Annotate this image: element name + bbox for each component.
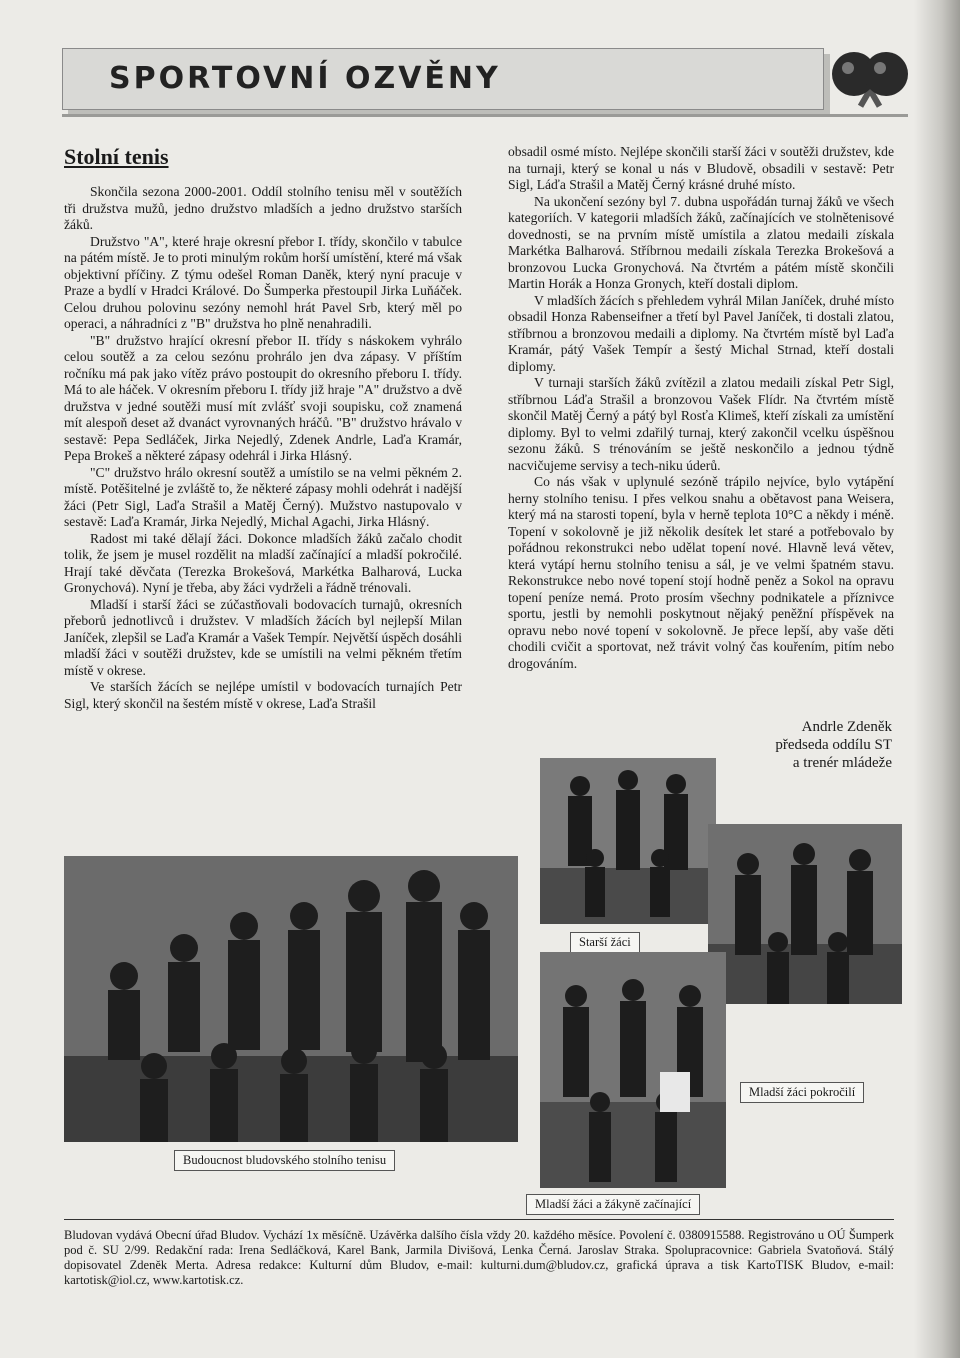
paragraph: Skončila sezona 2000-2001. Oddíl stolního tenisu měl v soutěžích tři družstva mužů, jedno družstvo mladších a jedno družstvo starších žáků. — [64, 184, 462, 232]
paragraph: "B" družstvo hrající okresní přebor II. třídy s náskokem vyhrálo celou soutěž a za celou sezónu prohrálo jen dva zápasy. V příštím ročníku má pak jako vítěz právo postoupit do okresního přeboru I. třídy. Má to ale háček. V okresním přeboru I. třídy již hraje "A" družstvo a dvě družstva v jedné soutěži musí mít zvlášť svoji soupisku, což znamená mít alespoň deset až dvanáct vyrovnaných hráčů. "B" družstvo hrávalo v sestavě: Pepa Sedláček, Jirka Nejedlý, Zdenek Andrle, Laďa Kramár, Pepa Brokeš a některé zápasy odehrál i Jirka Hlásný. — [64, 332, 462, 463]
older-pupils-photo — [540, 758, 716, 924]
caption-older-pupils: Starší žáci — [570, 932, 640, 953]
author-signature — [775, 718, 892, 772]
paragraph: Co nás však v uplynulé sezóně trápilo nejvíce, bylo vytápění herny stolního tenisu. I přes velkou snahu a obětavost pana Weisera, který má na starosti topení, byla v herně teplota 10°C a někdy i méně. Topení v sokolovně je již několik desítek let staré a potřebovalo by pořádnou rekonstrukci nebo udělat topení nové. Hlavně levá větev, která vytápí hernu stolního tenisu a sál, je ve velmi špatném stavu. Rekonstrukce nebo nové topení stojí hodně peněz a Sokol na opravu topení peníze nemá. Proto prosím všechny podnikatele a příznivce sportu, jestli by nemohli poskytnout nějaký peněžní příspěvek na opravu nebo nové topení v sokolovně. Je přece lepší, aby vaše děti chodili cvičit a sportovat, než trávit volný čas kouřením, pitím nebo drogováním. — [508, 474, 894, 671]
publication-footer: Bludovan vydává Obecní úřad Bludov. Vychází 1x měsíčně. Uzávěrka dalšího čísla vždy 20. každého měsíce. Povolení č. 0380915588. Registrováno u OÚ Šumperk pod č. SU 2/99. Redakční rada: Irena Sedláčková, Karel Bank, Jarmila Divišová, Lenka Černá. Jaroslav Straka. Spolupracovnice: Gabriela Svatoňová. Stálý dopisovatel Zdeněk Merta. Adresa redakce: Kulturní dům Bludov, e-mail: kulturni.dum@bludov.cz, grafická úprava a tisk KartoTISK Bludov, e-mail: kartotisk@iol.cz, www.kartotisk.cz. — [64, 1219, 894, 1288]
paragraph: "C" družstvo hrálo okresní soutěž a umístilo se na velmi pěkném 2. místě. Potěšitelné je zvláště to, že některé zápasy mohli odehrát i nadější žáci (Petr Sigl, Laďa Strašil a Matěj Černý). Mužstvo nastupovalo v sestavě: Laďa Kramár, Jirka Nejedlý, Michal Agachi, Jirka Hlásný. — [64, 464, 462, 529]
author-role: předseda oddílu ST — [775, 737, 892, 753]
advanced-pupils-photo — [708, 824, 902, 1004]
group-photo — [64, 856, 518, 1142]
author-name: Andrle Zdeněk — [801, 719, 892, 735]
banner-box — [62, 48, 824, 110]
paragraph: Družstvo "A", které hraje okresní přebor I. třídy, skončilo v tabulce na pátém místě. Je to proti minulým rokům horší umístění, které má však objektivní příčiny. Z týmu odešel Roman Daněk, který nyní pracuje v Praze a bydlí v Hradci Králové. Do Šumperka přestoupil Jirka Luňáček. Celou druhou polovinu sezóny nemohl hrát Pavel Srb, který měl po operaci, a náhradníci z "B" družstva ho plně nenahradili. — [64, 233, 462, 331]
section-banner — [62, 44, 908, 118]
banner-divider — [62, 114, 908, 117]
beginner-pupils-photo — [540, 952, 726, 1188]
paragraph: Na ukončení sezóny byl 7. dubna uspořádán turnaj žáků ve všech kategoriích. V kategorii mladších žáků, začínajících ve stolnětenisové dovednosti, se na prvním místě umístila a zlatou medaili získala Markétka Balharová. Stříbrnou medaili získala Terezka Brokešová a bronzovou Lucka Gronychová. Na čtvrtém a pátém místě skončili Martin Horák a Honza Gronych, kteří dostali diplom. — [508, 193, 894, 291]
left-column — [64, 184, 462, 712]
caption-advanced-pupils: Mladší žáci pokročilí — [740, 1082, 864, 1103]
caption-beginner-pupils: Mladší žáci a žákyně začínající — [526, 1194, 700, 1215]
paragraph: Mladší i starší žáci se zúčastňovali bodovacích turnajů, okresních přeborů jednotlivců i družstev. V mladších žácích byl nejlepší Milan Janíček, zlepšil se Laďa Kramár a Vašek Tempír. Největší úspěch dosáhli mladší žáci v soutěži družstev, kde se umístili na velmi pěkném třetím místě v okrese. — [64, 596, 462, 678]
paragraph: Radost mi také dělají žáci. Dokonce mladších žáků začalo chodit tolik, že jsem je musel rozdělit na mladší začínající a mladší pokročilé. Hrají také děvčata (Terezka Brokešová, Markétka Balharová, Lucka Gronychová). Nyní je třeba, aby žáci vydrželi a řádně trénovali. — [64, 530, 462, 595]
author-role-2: a trenér mládeže — [792, 755, 892, 771]
paragraph: obsadil osmé místo. Nejlépe skončili starší žáci v soutěži družstev, kde na turnaji, který se konal u nás v Bludově, obsadili v sestavě: Petr Sigl, Láďa Strašil a Matěj Černý krásné druhé místo. — [508, 144, 894, 192]
caption-group-photo: Budoucnost bludovského stolního tenisu — [174, 1150, 395, 1171]
page-edge-shadow — [914, 0, 960, 1358]
paragraph: V mladších žácích s přehledem vyhrál Milan Janíček, druhé místo obsadil Honza Rabenseifner a třetí byl Pavel Janíček, ti dostali zlatou, stříbrnou a bronzovou medaili a diplomy. Na čtvrtém místě byl Laďa Kramár, pátý Vašek Tempír a šestý Michal Strnad, kteří dostali diplomy. — [508, 292, 894, 374]
paragraph: Ve starších žácích se nejlépe umístil v bodovacích turnajích Petr Sigl, který skončil na šestém místě v okrese, Laďa Strašil — [64, 679, 462, 711]
paragraph: V turnaji starších žáků zvítězil a zlatou medaili získal Petr Sigl, stříbrnou Láďa Strašil a bronzovou Vašek Flídr. Na čtvrtém místě skončil Matěj Černý a pátý byl Rosťa Klimeš, kteří získali za umístění diplomy. Byl to velmi zdařilý turnaj, který zakončil vcelku úspěšnou sezonu žáků. S trénováním se ještě neskončilo a jednou týdně nacvičujeme servisy a tech-niku úderů. — [508, 375, 894, 473]
article-heading: Stolní tenis — [64, 144, 169, 169]
right-column — [508, 144, 894, 672]
banner-title: SPORTOVNÍ OZVĚNY — [109, 61, 501, 96]
ping-pong-paddles-icon — [830, 46, 910, 114]
